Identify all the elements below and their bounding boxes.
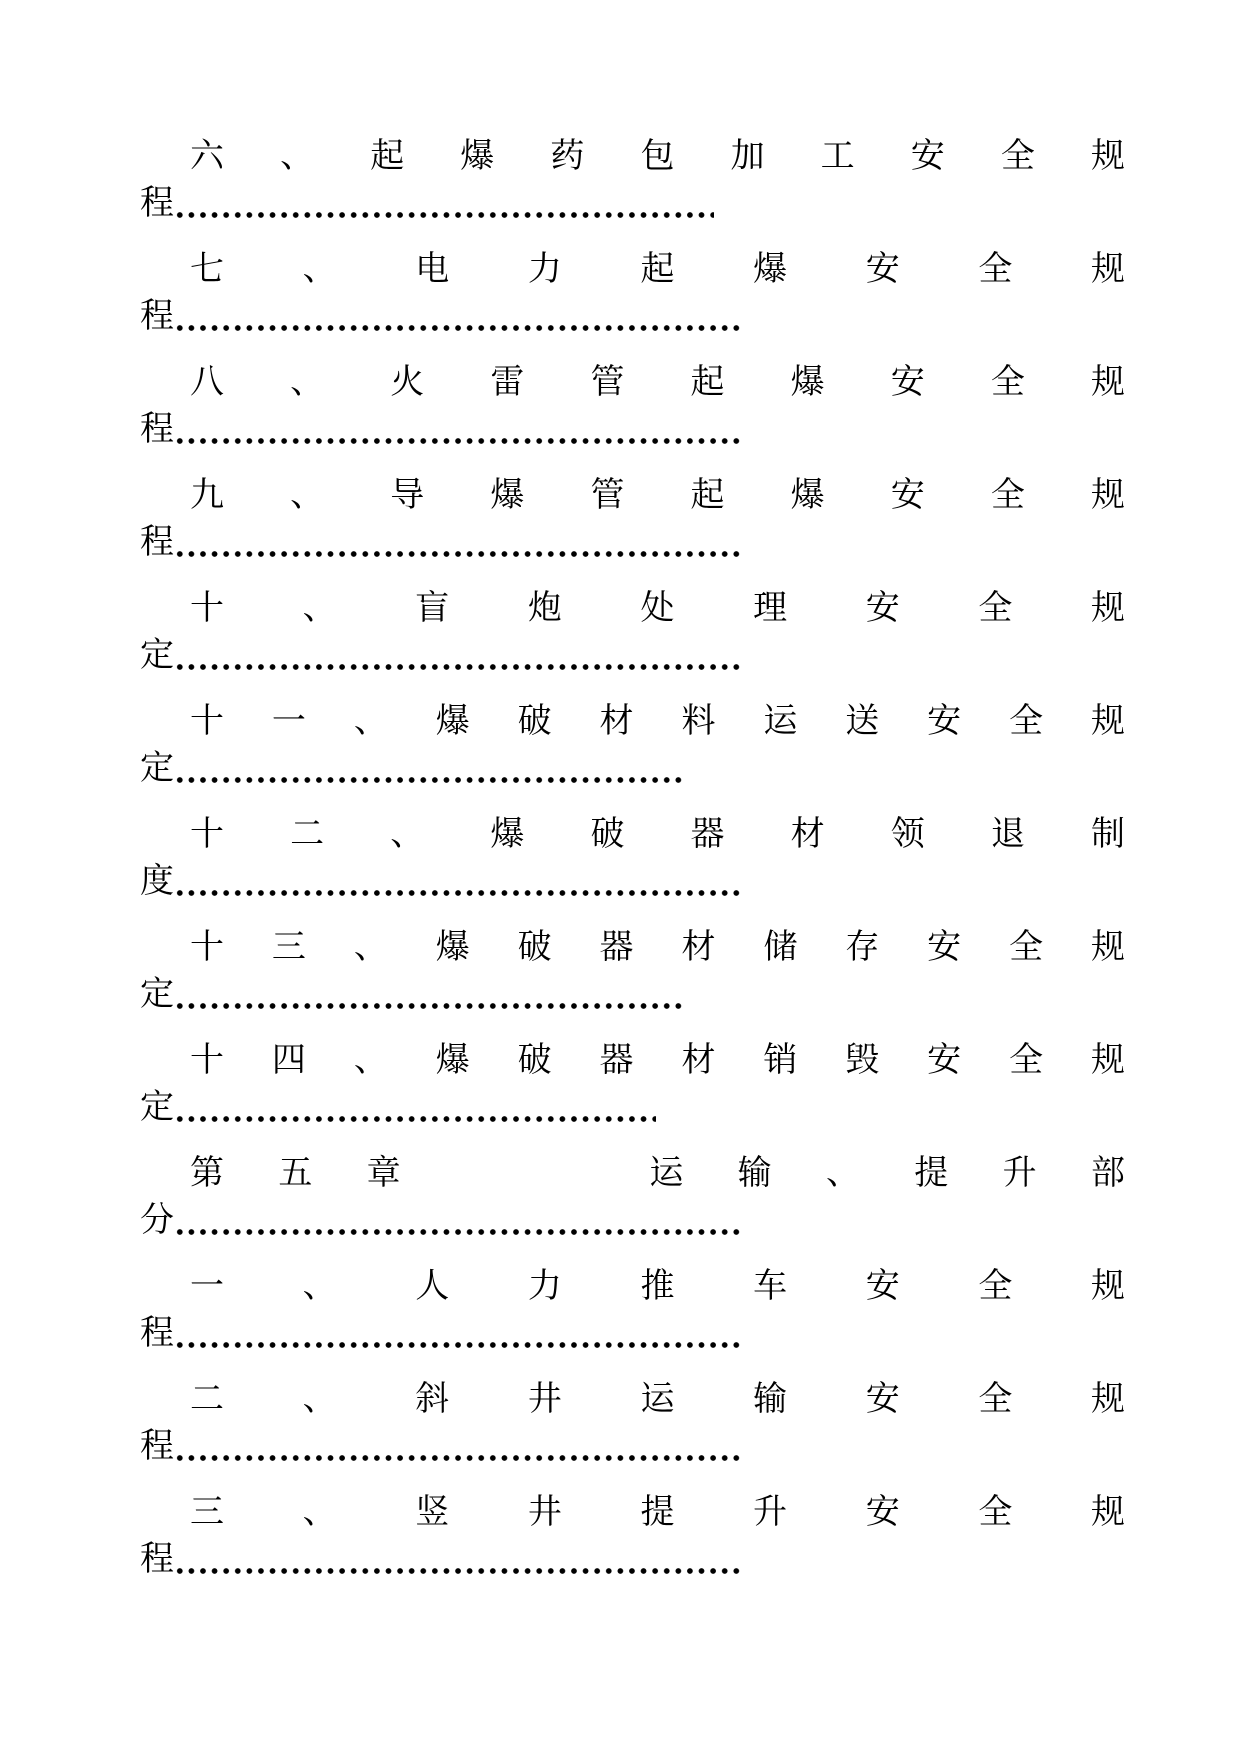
toc-title-char: 全 <box>1009 927 1044 967</box>
toc-title-tail: 定 <box>140 974 174 1014</box>
toc-entry-title <box>140 350 1125 407</box>
dot-leader <box>174 1539 742 1583</box>
toc-title-tail: 程 <box>140 183 174 223</box>
toc-entry-title <box>140 1028 1125 1085</box>
toc-entry-continuation <box>140 1311 1125 1367</box>
toc-title-char: 安 <box>890 475 925 515</box>
toc-entry-continuation <box>140 859 1125 915</box>
toc-title-char: 井 <box>527 1379 562 1419</box>
toc-title-char: 雷 <box>490 362 525 402</box>
toc-title-char: 器 <box>599 1040 634 1080</box>
toc-title-char: 、 <box>825 1153 860 1193</box>
toc-title-char: 安 <box>865 1379 900 1419</box>
toc-title-char: 材 <box>681 1040 716 1080</box>
toc-title-char: 全 <box>1000 136 1035 176</box>
toc-title-char: 退 <box>990 814 1025 854</box>
toc-title-char: 输 <box>737 1153 772 1193</box>
toc-title-char: 一 <box>190 1266 224 1306</box>
toc-entry-title <box>140 124 1125 181</box>
toc-title-char: 章 <box>366 1153 401 1193</box>
toc-title-char: 升 <box>753 1492 788 1532</box>
toc-title-char: 规 <box>1090 362 1125 402</box>
toc-title-char: 全 <box>990 475 1025 515</box>
toc-entry-title <box>140 1367 1125 1424</box>
toc-title-tail: 定 <box>140 748 174 788</box>
toc-title-char: 安 <box>865 588 900 628</box>
toc-entry-title <box>140 1254 1125 1311</box>
toc-title-char: 第 <box>190 1153 224 1193</box>
toc-title-char: 、 <box>302 588 337 628</box>
toc-title-char: 安 <box>865 249 900 289</box>
toc-title-char: 药 <box>550 136 585 176</box>
toc-entry[interactable] <box>140 1480 1125 1593</box>
toc-title-char: 四 <box>271 1040 306 1080</box>
toc-title-char: 爆 <box>435 927 470 967</box>
toc-entry-title <box>140 237 1125 294</box>
toc-title-char: 人 <box>415 1266 450 1306</box>
toc-entry[interactable] <box>140 1254 1125 1367</box>
toc-title-char: 毁 <box>845 1040 880 1080</box>
dot-leader <box>174 409 742 453</box>
toc-title-tail: 度 <box>140 861 174 901</box>
toc-title-char: 、 <box>302 249 337 289</box>
dot-leader <box>174 861 742 905</box>
toc-title-char: 安 <box>865 1266 900 1306</box>
toc-title-char: 电 <box>415 249 450 289</box>
toc-entry[interactable] <box>140 124 1125 237</box>
toc-title-tail: 程 <box>140 1426 174 1466</box>
toc-title-char: 全 <box>1009 701 1044 741</box>
toc-title-char: 力 <box>527 1266 562 1306</box>
toc-title-char: 销 <box>763 1040 798 1080</box>
toc-entry-continuation <box>140 294 1125 350</box>
toc-title-char: 存 <box>845 927 880 967</box>
dot-leader <box>174 522 742 566</box>
toc-title-char: 推 <box>640 1266 675 1306</box>
toc-title-char: 运 <box>763 701 798 741</box>
table-of-contents <box>140 124 1125 1593</box>
toc-title-char: 、 <box>353 927 388 967</box>
toc-title-char: 、 <box>390 814 425 854</box>
toc-title-char: 全 <box>978 1492 1013 1532</box>
dot-leader <box>174 635 742 679</box>
toc-title-char: 、 <box>353 1040 388 1080</box>
toc-title-char: 破 <box>590 814 625 854</box>
toc-title-char: 升 <box>1002 1153 1037 1193</box>
toc-title-char: 爆 <box>490 475 525 515</box>
toc-title-char: 加 <box>730 136 765 176</box>
toc-entry-continuation <box>140 1424 1125 1480</box>
toc-title-char: 、 <box>353 701 388 741</box>
toc-title-char: 全 <box>978 1379 1013 1419</box>
toc-title-tail: 程 <box>140 1539 174 1579</box>
toc-title-char: 车 <box>753 1266 788 1306</box>
toc-title-char: 处 <box>640 588 675 628</box>
toc-title-char: 材 <box>681 927 716 967</box>
toc-title-char: 规 <box>1090 475 1125 515</box>
toc-title-char: 破 <box>517 1040 552 1080</box>
toc-title-char: 爆 <box>460 136 495 176</box>
toc-title-char: 安 <box>890 362 925 402</box>
toc-entry-continuation <box>140 520 1125 576</box>
toc-entry[interactable] <box>140 350 1125 463</box>
toc-entry-continuation <box>140 1198 1125 1254</box>
toc-title-char: 安 <box>865 1492 900 1532</box>
toc-title-char: 九 <box>190 475 224 515</box>
toc-entry-continuation <box>140 1537 1125 1593</box>
toc-entry-continuation <box>140 746 1125 802</box>
toc-title-char: 井 <box>527 1492 562 1532</box>
toc-title-char: 火 <box>390 362 425 402</box>
toc-title-char: 起 <box>640 249 675 289</box>
toc-title-char: 制 <box>1090 814 1125 854</box>
toc-title-char: 规 <box>1091 588 1125 628</box>
toc-entry[interactable] <box>140 1141 1125 1254</box>
toc-title-char: 破 <box>517 927 552 967</box>
toc-title-char: 全 <box>978 249 1013 289</box>
toc-entry-title <box>140 1141 1125 1198</box>
toc-entry-title <box>140 915 1125 972</box>
toc-title-char: 理 <box>753 588 788 628</box>
toc-entry[interactable] <box>140 463 1125 576</box>
toc-title-char: 盲 <box>415 588 450 628</box>
toc-entry-title <box>140 1480 1125 1537</box>
toc-entry-title <box>140 576 1125 633</box>
toc-title-char: 提 <box>640 1492 675 1532</box>
toc-title-char: 爆 <box>490 814 525 854</box>
dot-leader <box>174 1426 742 1470</box>
toc-title-char: 、 <box>290 475 325 515</box>
toc-title-char: 起 <box>370 136 405 176</box>
toc-title-char: 规 <box>1091 1379 1125 1419</box>
toc-title-char: 爆 <box>435 1040 470 1080</box>
toc-title-char: 、 <box>302 1492 337 1532</box>
toc-title-char: 材 <box>599 701 634 741</box>
dot-leader <box>174 974 684 1018</box>
toc-title-char: 炮 <box>527 588 562 628</box>
toc-entry-continuation <box>140 181 1125 237</box>
toc-title-char: 起 <box>690 362 725 402</box>
toc-title-char: 全 <box>990 362 1025 402</box>
toc-title-tail: 分 <box>140 1200 174 1240</box>
toc-title-char: 安 <box>927 701 962 741</box>
toc-title-char: 包 <box>640 136 675 176</box>
toc-title-char: 全 <box>978 588 1013 628</box>
toc-title-char: 爆 <box>790 475 825 515</box>
dot-leader <box>174 1313 742 1357</box>
toc-title-char: 十 <box>190 1040 224 1080</box>
toc-title-tail: 程 <box>140 1313 174 1353</box>
toc-title-char: 安 <box>927 927 962 967</box>
toc-title-char: 运 <box>649 1153 684 1193</box>
toc-title-char: 八 <box>190 362 224 402</box>
toc-title-char: 安 <box>927 1040 962 1080</box>
toc-title-char: 规 <box>1091 1266 1125 1306</box>
toc-title-char: 领 <box>890 814 925 854</box>
toc-title-char: 二 <box>190 1379 224 1419</box>
toc-title-char: 全 <box>978 1266 1013 1306</box>
toc-title-char: 输 <box>753 1379 788 1419</box>
toc-entry-continuation <box>140 407 1125 463</box>
toc-entry[interactable] <box>140 915 1125 1028</box>
toc-title-char: 规 <box>1090 701 1125 741</box>
toc-title-tail: 定 <box>140 1087 174 1127</box>
toc-title-tail: 程 <box>140 522 174 562</box>
toc-title-char: 部 <box>1090 1153 1125 1193</box>
toc-title-char: 二 <box>290 814 325 854</box>
dot-leader <box>174 1087 656 1131</box>
toc-title-char: 送 <box>845 701 880 741</box>
toc-entry[interactable] <box>140 689 1125 802</box>
toc-title-char: 、 <box>302 1266 337 1306</box>
toc-title-char: 全 <box>1009 1040 1044 1080</box>
toc-title-char: 十 <box>190 701 224 741</box>
toc-title-char: 、 <box>280 136 315 176</box>
toc-entry[interactable] <box>140 576 1125 689</box>
dot-leader <box>174 183 714 227</box>
toc-title-char: 、 <box>302 1379 337 1419</box>
toc-title-char: 储 <box>763 927 798 967</box>
toc-title-char: 力 <box>527 249 562 289</box>
toc-entry[interactable] <box>140 237 1125 350</box>
toc-entry-continuation <box>140 972 1125 1028</box>
toc-entry[interactable] <box>140 802 1125 915</box>
toc-title-char: 提 <box>914 1153 949 1193</box>
toc-title-char: 爆 <box>753 249 788 289</box>
toc-title-char: 规 <box>1091 249 1125 289</box>
toc-title-char: 器 <box>599 927 634 967</box>
toc-title-char: 规 <box>1090 1040 1125 1080</box>
toc-title-char: 规 <box>1091 1492 1125 1532</box>
toc-entry-title <box>140 802 1125 859</box>
dot-leader <box>174 296 742 340</box>
toc-title-char: 规 <box>1090 136 1125 176</box>
toc-entry-continuation <box>140 633 1125 689</box>
toc-entry-continuation <box>140 1085 1125 1141</box>
toc-title-char: 一 <box>271 701 306 741</box>
toc-title-char: 料 <box>681 701 716 741</box>
toc-entry[interactable] <box>140 1028 1125 1141</box>
toc-title-char: 斜 <box>415 1379 450 1419</box>
toc-title-char: 材 <box>790 814 825 854</box>
toc-title-char: 运 <box>640 1379 675 1419</box>
toc-title-char: 管 <box>590 475 625 515</box>
toc-title-char: 三 <box>190 1492 224 1532</box>
toc-title-tail: 程 <box>140 409 174 449</box>
toc-title-char: 规 <box>1090 927 1125 967</box>
toc-title-char: 十 <box>190 927 224 967</box>
toc-entry[interactable] <box>140 1367 1125 1480</box>
toc-title-char: 十 <box>190 814 224 854</box>
toc-title-char: 、 <box>290 362 325 402</box>
toc-title-char: 破 <box>517 701 552 741</box>
toc-title-char: 管 <box>590 362 625 402</box>
toc-title-char: 起 <box>690 475 725 515</box>
dot-leader <box>174 748 684 792</box>
toc-title-char: 三 <box>271 927 306 967</box>
toc-title-char: 五 <box>278 1153 313 1193</box>
toc-title-char: 导 <box>390 475 425 515</box>
toc-title-char: 爆 <box>435 701 470 741</box>
toc-entry-title <box>140 689 1125 746</box>
toc-title-char: 器 <box>690 814 725 854</box>
toc-title-tail: 定 <box>140 635 174 675</box>
toc-title-char: 竖 <box>415 1492 450 1532</box>
toc-title-char: 工 <box>820 136 855 176</box>
toc-title-tail: 程 <box>140 296 174 336</box>
toc-title-char: 爆 <box>790 362 825 402</box>
toc-title-char: 六 <box>190 136 224 176</box>
toc-title-char: 十 <box>190 588 224 628</box>
toc-entry-title <box>140 463 1125 520</box>
dot-leader <box>174 1200 742 1244</box>
toc-title-char: 安 <box>910 136 945 176</box>
toc-title-char: 七 <box>190 249 224 289</box>
